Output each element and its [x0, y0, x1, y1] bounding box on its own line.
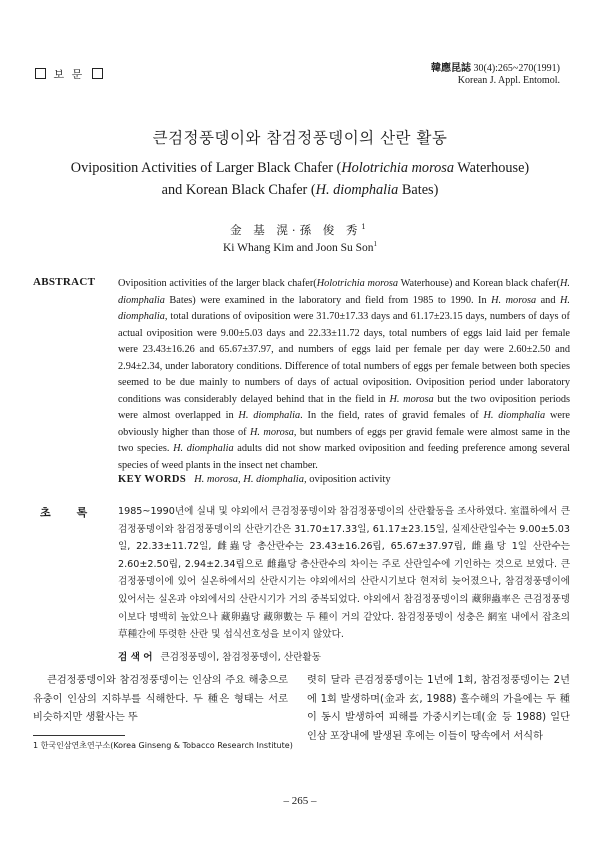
korean-keywords-label: 검 색 어	[118, 652, 153, 663]
page-number: – 265 –	[283, 795, 317, 807]
checkbox-right-icon	[92, 68, 103, 79]
korean-keywords: 검 색 어 큰검정풍뎅이, 참검정풍뎅이, 산란활동	[118, 652, 321, 663]
section-label: 보 문	[33, 66, 105, 82]
footnote: 1 한국인삼연초연구소(Korea Ginseng & Tobacco Research Institute)	[33, 741, 293, 750]
abstract-text: Oviposition activities of the larger black chafer(Holotrichia morosa Waterhouse) and Korean black chafer(H. diomphalia Bates) were examined in the laboratory and field from 1985 to 1990. In H. morosa and H. diomphalia, total durations of oviposition were 31.70±17.33 days and 61.17±23.15 days, numbers of days of actual oviposition were 9.00±5.03 days and 22.33±11.72 days, total numbers of eggs laid laid per female were 23.43±16.26 and 65.67±37.97, and numbers of eggs laid per female per day were 2.60±2.50 and 2.94±2.34, under laboratory conditions. Difference of total numbers of eggs per female between both species seemed to be due mainly to numbers of days of actual oviposition. Oviposition period under laboratory conditions was considerably delayed behind that in the field in H. morosa but the two oviposition periods were almost overlapped in H. diomphalia. In the field, rates of gravid females of H. diomphalia were obviously higher than those of H. morosa, but numbers of eggs per gravid female were almost same in the two species. H. diomphalia adults did not show marked oviposition and feeding preference among several species of weed plants in the insect net chamber.	[118, 278, 571, 471]
keywords: KEY WORDS H. morosa, H. diomphalia, oviposition activity	[118, 474, 391, 485]
journal-english: Korean J. Appl. Entomol.	[457, 75, 560, 86]
journal-citation	[431, 63, 560, 87]
journal-short: 韓應昆誌	[430, 63, 471, 74]
authors-english: Ki Whang Kim and Joon Su Son$^1$	[222, 240, 378, 254]
title-english: Oviposition Activities of Larger Black Chafer (Holotrichia morosa Waterhouse) and Korean Black Chafer (H. diomphalia Bates)	[70, 160, 530, 198]
korean-abstract-label: 초록	[40, 506, 114, 519]
abstract-label: ABSTRACT	[33, 276, 96, 288]
body-right-column: 렷히 달라 큰검정풍뎅이는 1년에 1회, 참검정풍뎅이는 2년에 1회 발생하며(金과 玄, 1988) 홀수해의 가을에는 두 種이 동시 발생하여 피해를 가중시키는데(金 등 1988) 일단 인삼 포장내에 발생된 후에는 이들이 땅속에서 서식하	[307, 675, 570, 742]
authors-korean: 金 基 滉·孫 俊 秀$^1$	[230, 223, 370, 237]
korean-abstract-text: 1985~1990년에 실내 및 야외에서 큰검정풍뎅이와 참검정풍뎅이의 산란활동을 조사하였다. 室溫하에서 큰검정풍뎅이와 참검정풍뎅이의 산란기간은 31.70±17.33일, 61.17±23.15일, 실제산란일수는 9.00±5.03일, 22.33±11.72일, 雌蟲당 총산란수는 23.43±16.26립, 65.67±37.97립, 雌蟲당 1일 산란수는 2.60±2.50립, 2.94±2.34립으로 雌蟲당 총산란수의 차이는 주로 산란일수에 기인하는 것으로 보였다. 큰검정풍뎅이에 있어 실온하에서의 산란시기는 야외에서의 산란시기보다 현저히 늦어졌으나, 참검정풍뎅이에 있어서는 실온과 야외에서의 산란시기가 거의 중복되었다. 야외에서 참검정풍뎅이의 藏卵蟲率은 큰검정풍뎅이보다 명백히 높았으나 藏卵蟲당 藏卵數는 두 種이 거의 같았다. 참검정풍뎅이 성충은 網室 내에서 잡초의 草種간에 뚜렷한 산란 및 섭식선호성을 보이지 않았다.	[118, 506, 570, 641]
footnote-divider	[33, 735, 125, 736]
journal-volume: 30(4):265~270(1991)	[473, 63, 560, 74]
body-left-column: 큰검정풍뎅이와 참검정풍뎅이는 인삼의 주요 해충으로 유충이 인삼의 지하부를 식해한다. 두 種은 형태는 서로 비슷하지만 생활사는 뚜	[33, 675, 288, 724]
checkbox-left-icon	[35, 68, 46, 79]
title-korean: 큰검정풍뎅이와 참검정풍뎅이의 산란 활동	[152, 129, 448, 147]
keywords-label: KEY WORDS	[118, 474, 187, 485]
